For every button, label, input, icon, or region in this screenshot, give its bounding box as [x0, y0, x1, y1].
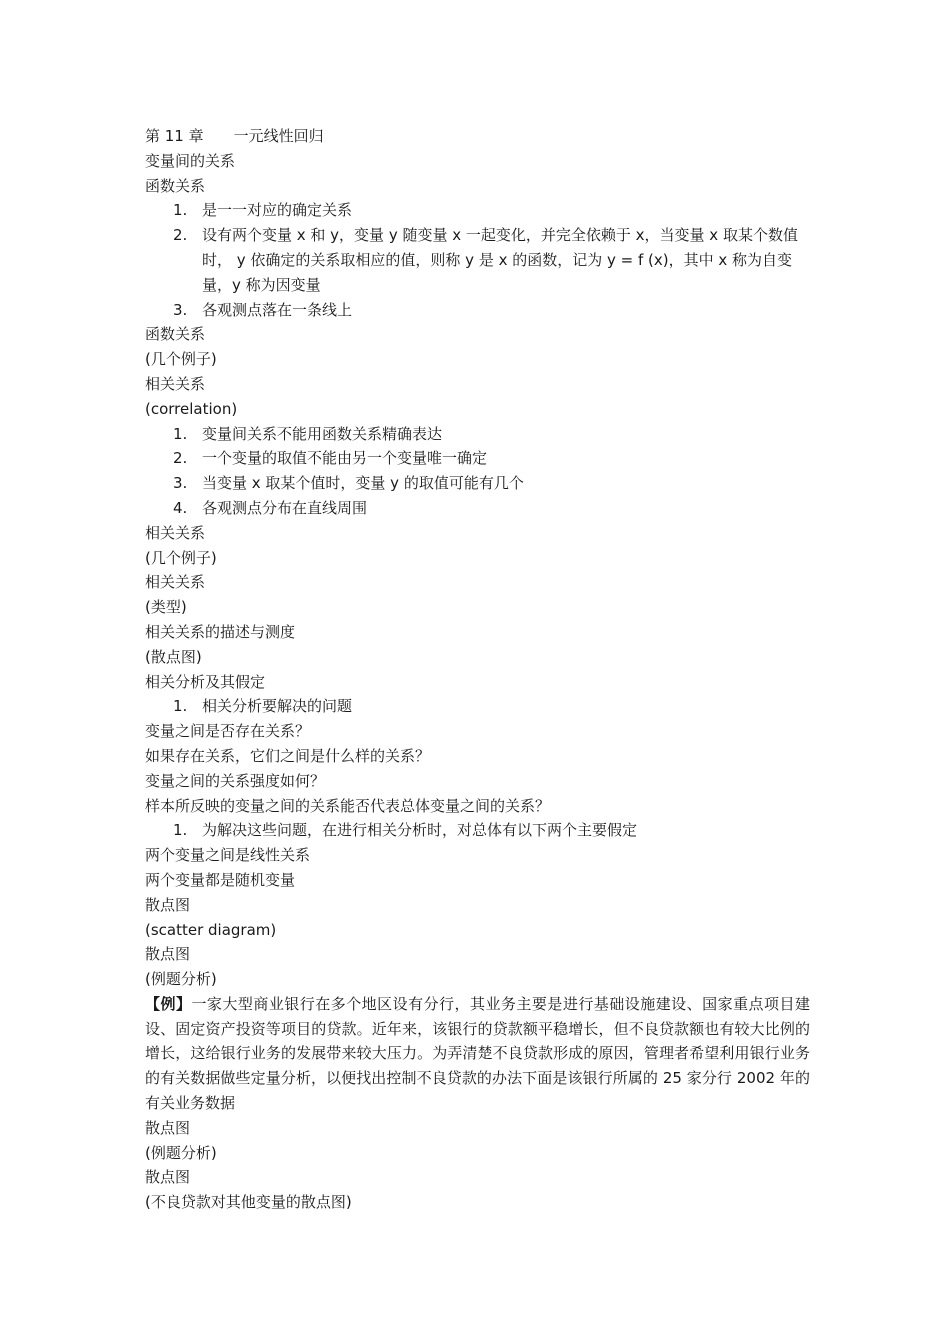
list-item: 1. 相关分析要解决的问题	[173, 697, 353, 716]
question-line: 变量之间是否存在关系？	[145, 722, 311, 741]
section-heading: 相关关系	[145, 523, 206, 542]
section-heading: 相关关系	[145, 374, 206, 393]
section-subheading: (散点图)	[145, 647, 202, 666]
list-item: 4. 各观测点分布在直线周围	[173, 498, 368, 517]
list-item: 1. 是一一对应的确定关系	[173, 201, 353, 220]
section-heading: 函数关系	[145, 176, 206, 195]
section-heading: 散点图	[145, 895, 191, 914]
assumption-line: 两个变量之间是线性关系	[145, 846, 311, 865]
list-item: 1. 为解决这些问题，在进行相关分析时，对总体有以下两个主要假定	[173, 821, 638, 840]
list-item: 1. 变量间关系不能用函数关系精确表达	[173, 424, 443, 443]
question-line: 变量之间的关系强度如何？	[145, 771, 326, 790]
section-heading: 相关关系的描述与测度	[145, 622, 296, 641]
section-heading: 散点图	[145, 1168, 191, 1187]
section-heading: 散点图	[145, 1118, 191, 1137]
assumption-line: 两个变量都是随机变量	[145, 870, 296, 889]
assumption-list	[145, 818, 810, 843]
example-paragraph	[145, 992, 810, 1116]
section-heading: 变量间的关系	[145, 151, 236, 170]
section-subheading: (scatter diagram)	[145, 920, 277, 939]
section-heading: 函数关系	[145, 325, 206, 344]
section-subheading: (correlation)	[145, 399, 238, 418]
question-list	[145, 694, 810, 719]
section-heading: 散点图	[145, 945, 191, 964]
example-text: 一家大型商业银行在多个地区设有分行，其业务主要是进行基础设施建设、国家重点项目建设、固定资产投资等项目的贷款。近年来，该银行的贷款额平稳增长，但不良贷款额也有较大比例的增长，这给银行业务的发展带来较大压力。为弄清楚不良贷款形成的原因，管理者希望利用银行业务的有关数据做些定量分析，以便找出控制不良贷款的办法下面是该银行所属的 25 家分行 2002 年的有关业务数据	[145, 994, 810, 1113]
list-item: 3. 各观测点落在一条线上	[173, 300, 353, 319]
section-subheading: (例题分析)	[145, 970, 217, 989]
correlation-list	[145, 422, 810, 521]
list-item: 3. 当变量 x 取某个值时，变量 y 的取值可能有几个	[173, 474, 524, 493]
function-relation-list	[145, 198, 810, 322]
section-subheading: (类型)	[145, 598, 187, 617]
document-page	[145, 124, 810, 1215]
section-heading: 相关关系	[145, 573, 206, 592]
section-heading: 相关分析及其假定	[145, 672, 266, 691]
question-line: 如果存在关系，它们之间是什么样的关系？	[145, 746, 431, 765]
question-line: 样本所反映的变量之间的关系能否代表总体变量之间的关系？	[145, 796, 551, 815]
list-item: 2. 一个变量的取值不能由另一个变量唯一确定	[173, 449, 488, 468]
section-subheading: (几个例子)	[145, 350, 217, 369]
example-tag: 【例】	[145, 994, 192, 1013]
list-item: 2. 设有两个变量 x 和 y，变量 y 随变量 x 一起变化，并完全依赖于 x，当变量 x 取某个数值时， y 依确定的关系取相应的值，则称 y 是 x 的函数，记为 y = f (x)，其中 x 称为自变量，y 称为因变量	[173, 226, 798, 294]
section-subheading: (例题分析)	[145, 1143, 217, 1162]
chapter-title: 第 11 章 一元线性回归	[145, 127, 324, 145]
section-subheading: (几个例子)	[145, 548, 217, 567]
section-subheading: (不良贷款对其他变量的散点图)	[145, 1193, 352, 1212]
